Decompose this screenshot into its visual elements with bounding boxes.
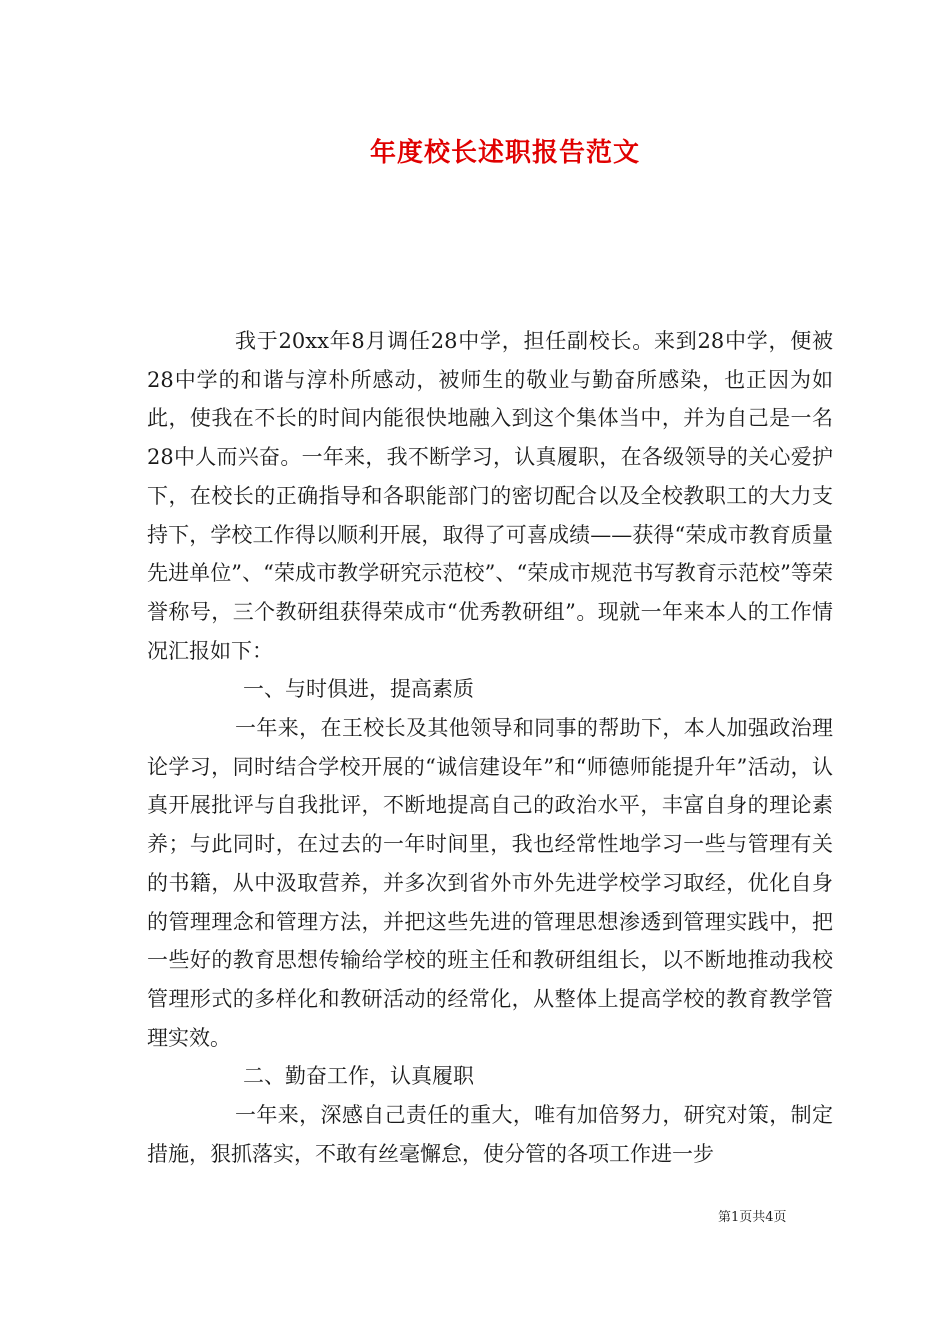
section-heading-2: 二、勤奋工作，认真履职: [243, 1064, 474, 1089]
paragraph-intro: 我于20xx年8月调任28中学，担任副校长。来到28中学，便被28中学的和谐与淳朴所感动，被师生的敬业与勤奋所感染，也正因为如此，使我在不长的时间内能很快地融入到这个集体当中，并为自己是一名28中人而兴奋。一年来，我不断学习，认真履职，在各级领导的关心爱护下，在校长的正确指导和各职能部门的密切配合以及全校教职工的大力支持下，学校工作得以顺利开展，取得了可喜成绩——获得“荣成市教育质量先进单位”、“荣成市教学研究示范校”、“荣成市规范书写教育示范校”等荣誉称号，三个教研组获得荣成市“优秀教研组”。现就一年来本人的工作情况汇报如下：: [147, 329, 833, 663]
page-number: 第1页共4页: [718, 1210, 787, 1225]
document-body: [147, 322, 833, 1173]
paragraph-section-2: 一年来，深感自己责任的重大，唯有加倍努力，研究对策，制定措施，狠抓落实，不敢有丝毫懈怠，使分管的各项工作进一步: [147, 1103, 833, 1166]
section-heading-1: 一、与时俱进，提高素质: [243, 677, 474, 702]
paragraph-section-1: 一年来，在王校长及其他领导和同事的帮助下，本人加强政治理论学习，同时结合学校开展的“诚信建设年”和“师德师能提升年”活动，认真开展批评与自我批评，不断地提高自己的政治水平，丰富自身的理论素养；与此同时，在过去的一年时间里，我也经常性地学习一些与管理有关的书籍，从中汲取营养，并多次到省外市外先进学校学习取经，优化自身的管理理念和管理方法，并把这些先进的管理思想渗透到管理实践中，把一些好的教育思想传输给学校的班主任和教研组组长，以不断地推动我校管理形式的多样化和教研活动的经常化，从整体上提高学校的教育教学管理实效。: [147, 716, 833, 1050]
document-title: 年度校长述职报告范文: [369, 138, 640, 168]
